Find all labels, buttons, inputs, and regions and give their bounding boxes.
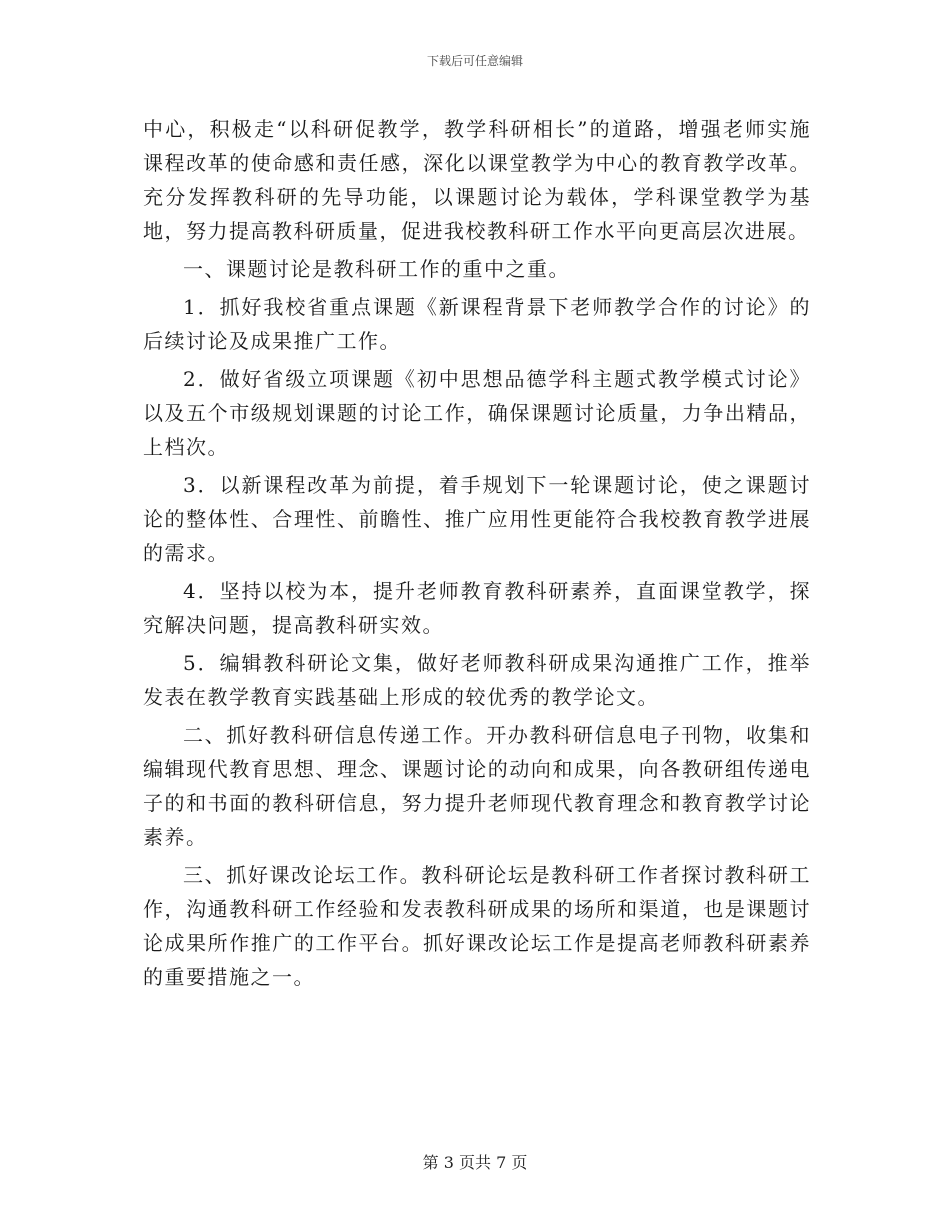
paragraph-intro: 中心，积极走“以科研促教学，教学科研相长”的道路，增强老师实施课程改革的使命感和责任感，深化以课堂教学为中心的教育教学改革。充分发挥教科研的先导功能，以课题讨论为载体，学科课堂教学为基地，努力提高教科研质量，促进我校教科研工作水平向更高层次进展。 xyxy=(143,117,811,243)
paragraph-item-5: 5．编辑教科研论文集，做好老师教科研成果沟通推广工作，推举发表在教学教育实践基础上形成的较优秀的教学论文。 xyxy=(143,651,811,709)
page-header: 下载后可任意编辑 xyxy=(426,54,523,68)
paragraph-section-3: 三、抓好课改论坛工作。教科研论坛是教科研工作者探讨教科研工作，沟通教科研工作经验和发表教科研成果的场所和渠道，也是课题讨论成果所作推广的工作平台。抓好课改论坛工作是提高老师教科研素养的重要措施之一。 xyxy=(143,863,811,989)
paragraph-item-3: 3．以新课程改革为前提，着手规划下一轮课题讨论，使之课题讨论的整体性、合理性、前瞻性、推广应用性更能符合我校教育教学进展的需求。 xyxy=(143,473,811,565)
paragraph-section-1-heading: 一、课题讨论是教科研工作的重中之重。 xyxy=(183,257,570,281)
document-body xyxy=(143,112,811,998)
paragraph-item-4: 4．坚持以校为本，提升老师教育教科研素养，直面课堂教学，探究解决问题，提高教科研实效。 xyxy=(143,579,811,637)
paragraph-section-2: 二、抓好教科研信息传递工作。开办教科研信息电子刊物，收集和编辑现代教育思想、理念、课题讨论的动向和成果，向各教研组传递电子的和书面的教科研信息，努力提升老师现代教育理念和教育教学讨论素养。 xyxy=(143,723,811,849)
paragraph-item-2: 2．做好省级立项课题《初中思想品德学科主题式教学模式讨论》以及五个市级规划课题的讨论工作，确保课题讨论质量，力争出精品，上档次。 xyxy=(143,367,811,459)
page-number-footer: 第 3 页共 7 页 xyxy=(422,1153,528,1172)
paragraph-item-1: 1．抓好我校省重点课题《新课程背景下老师教学合作的讨论》的后续讨论及成果推广工作。 xyxy=(143,295,811,353)
